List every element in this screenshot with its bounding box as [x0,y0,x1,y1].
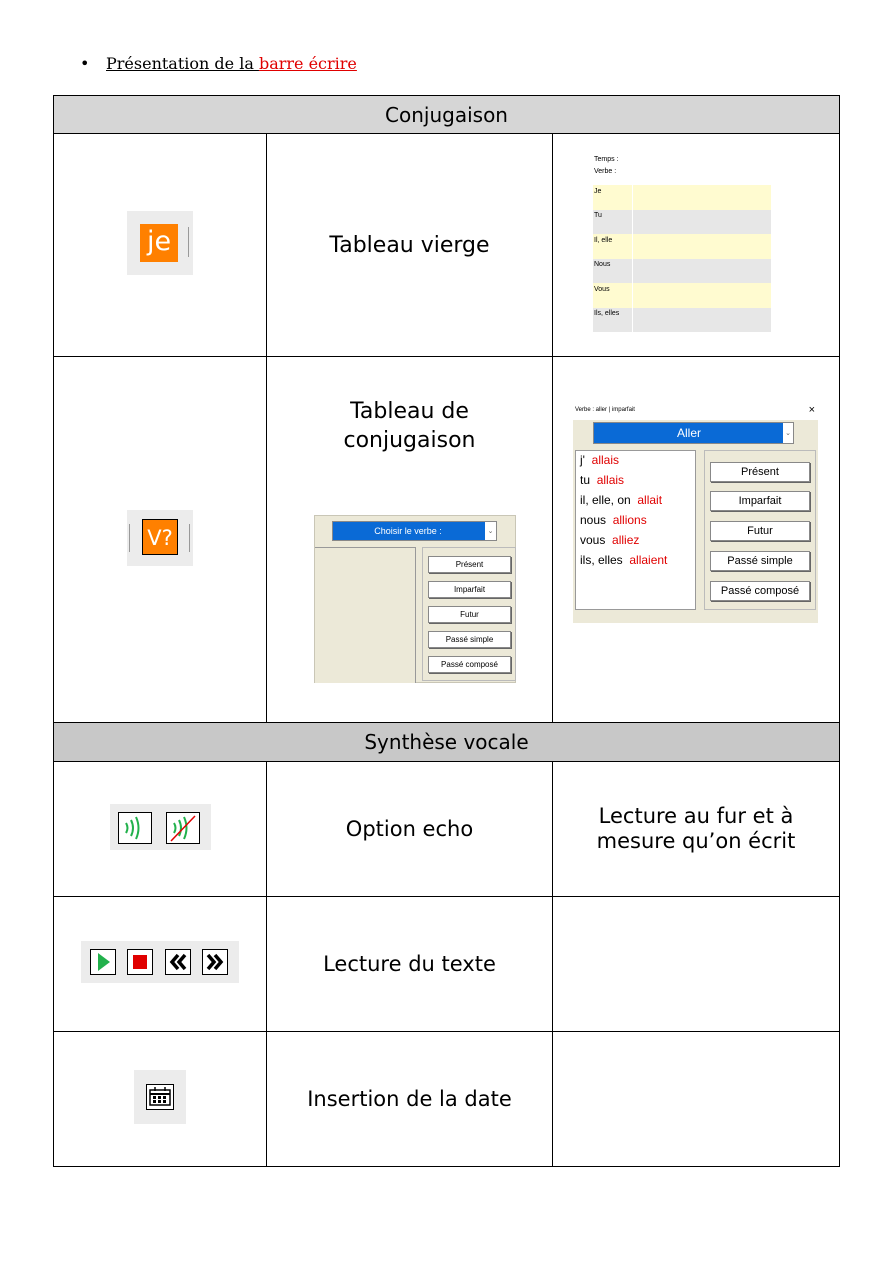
icon-cell [54,897,267,1032]
echo-off-icon[interactable] [166,812,200,844]
separator [129,524,130,552]
filled-conjugation-dialog [573,404,818,623]
calendar-icon-box [134,1070,186,1124]
pronoun-cell: Je [594,188,602,195]
temps-label: Temps : [594,156,619,163]
icon-cell [54,1032,267,1167]
empty-cell [553,897,840,1032]
verb-help-icon[interactable] [127,510,193,566]
result-pane [315,547,416,683]
verbe-label: Verbe : [594,168,617,175]
conjugation-line: il, elle, on allait [580,493,663,507]
tense-buttons [422,547,516,681]
je-icon[interactable] [127,211,193,275]
filled-dialog-cell [553,357,840,723]
stop-icon[interactable] [127,949,153,975]
chevron-down-icon[interactable]: ⌄ [485,522,496,540]
conjugation-line: vous alliez [580,533,640,547]
conjugation-line: j' allais [580,453,619,467]
empty-cell [553,1032,840,1167]
heading [80,54,357,73]
blank-table-cell [553,134,840,357]
date-label: Insertion de la date [267,1032,553,1167]
conjugation-line: tu allais [580,473,625,487]
blank-grid [593,185,771,332]
option-echo-desc [553,762,840,897]
passe-compose-button[interactable]: Passé composé [428,656,511,673]
dialog-title: Verbe : aller | imparfait [575,407,635,413]
tense-buttons [704,450,816,610]
separator [188,227,189,257]
conjugation-list [575,450,696,610]
pronoun-cell: Vous [594,286,610,293]
desc-line: Lecture au fur et à [598,804,794,828]
imparfait-button[interactable]: Imparfait [710,491,810,511]
section-conjugaison: Conjugaison [54,96,840,134]
close-icon[interactable]: × [808,404,815,416]
option-echo-label: Option echo [267,762,553,897]
pronoun-cell: Ils, elles [594,310,620,317]
verb-select-value: Choisir le verbe : [374,526,442,536]
reading-controls [81,941,239,983]
tableau-vierge-label: Tableau vierge [267,134,553,357]
blank-table-shot [593,156,773,336]
bullet: • [80,54,90,73]
verb-select[interactable] [332,521,497,541]
lecture-label: Lecture du texte [267,897,553,1032]
futur-button[interactable]: Futur [428,606,511,623]
pronoun-cell: Tu [594,212,602,219]
passe-simple-button[interactable]: Passé simple [428,631,511,648]
present-button[interactable]: Présent [428,556,511,573]
echo-on-icon[interactable] [118,812,152,844]
desc-line: mesure qu’on écrit [596,829,796,853]
present-button[interactable]: Présent [710,462,810,482]
echo-icons [110,804,211,850]
chevron-down-icon[interactable]: ⌄ [783,423,793,443]
features-table [53,95,840,1167]
heading-link[interactable]: barre écrire [258,54,357,73]
empty-conjugation-dialog [314,515,516,683]
je-label: je [140,224,178,262]
label-line: Tableau de [350,399,469,424]
tableau-conjugaison-cell [267,357,553,723]
rewind-icon[interactable] [165,949,191,975]
section-synthese: Synthèse vocale [54,723,840,762]
play-icon[interactable] [90,949,116,975]
pronoun-cell: Nous [594,261,611,268]
conjugation-line: nous allions [580,513,647,527]
tableau-conjugaison-label [267,397,552,455]
imparfait-button[interactable]: Imparfait [428,581,511,598]
icon-cell [54,134,267,357]
icon-cell [54,357,267,723]
calendar-icon[interactable] [146,1084,174,1110]
verb-select-value: Aller [676,426,701,440]
verb-help-label: V? [142,519,178,555]
title-bar [573,404,818,420]
heading-prefix: Présentation de la [106,54,259,73]
forward-icon[interactable] [202,949,228,975]
verb-select[interactable] [593,422,794,444]
pronoun-cell: Il, elle [594,237,613,244]
futur-button[interactable]: Futur [710,521,810,541]
passe-simple-button[interactable]: Passé simple [710,551,810,571]
label-line: conjugaison [343,428,476,453]
icon-cell [54,762,267,897]
conjugation-line: ils, elles allaient [580,553,668,567]
passe-compose-button[interactable]: Passé composé [710,581,810,601]
separator [189,524,190,552]
